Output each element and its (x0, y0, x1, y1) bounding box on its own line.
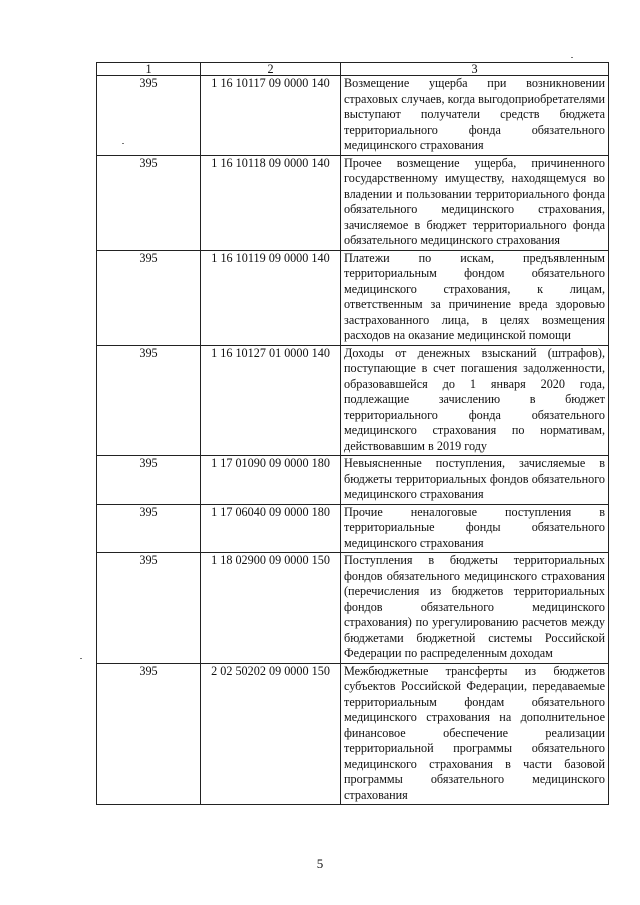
description-cell: Возмещение ущерба при возникновении страховых случаев, когда выгодоприобретателями выступают получатели средств бюджета территориального фонда обязательного медицинского страхования (341, 76, 609, 156)
budget-codes-table (96, 62, 609, 805)
budget-code-cell: 2 02 50202 09 0000 150 (201, 663, 341, 805)
table-row (97, 663, 609, 805)
description-cell: Прочее возмещение ущерба, причиненного государственному имуществу, находящемуся во владении и пользовании территориального фонда обязательного медицинского страхования, зачисляемое в бюджет территориального фонда обязательного медицинского страхования (341, 155, 609, 250)
admin-code-cell: 395 (97, 250, 201, 345)
table-row (97, 250, 609, 345)
page-number: 5 (316, 856, 324, 871)
description-cell: Платежи по искам, предъявленным территориальным фондом обязательного медицинского страхования, к лицам, ответственным за причинение вреда здоровью застрахованного лица, в целях возмещения расходов на оказание медицинской помощи (341, 250, 609, 345)
budget-code-cell: 1 16 10127 01 0000 140 (201, 345, 341, 456)
description-cell: Межбюджетные трансферты из бюджетов субъектов Российской Федерации, передаваемые территориальным фондам обязательного медицинского страхования на дополнительное финансовое обеспечение реализации территориальной программы обязательного медицинского страхования в части базовой программы обязательного медицинского страхования (341, 663, 609, 805)
scan-speck (571, 57, 573, 58)
table-row (97, 155, 609, 250)
admin-code-cell: 395 (97, 155, 201, 250)
admin-code-cell: 395 (97, 345, 201, 456)
budget-code-cell: 1 17 06040 09 0000 180 (201, 504, 341, 553)
budget-code-cell: 1 16 10118 09 0000 140 (201, 155, 341, 250)
admin-code-cell: 395 (97, 553, 201, 664)
admin-code-cell: 395 (97, 504, 201, 553)
table-row (97, 345, 609, 456)
budget-code-cell: 1 16 10119 09 0000 140 (201, 250, 341, 345)
budget-code-cell: 1 17 01090 09 0000 180 (201, 456, 341, 505)
scan-speck (80, 658, 82, 659)
budget-code-cell: 1 16 10117 09 0000 140 (201, 76, 341, 156)
table-row (97, 553, 609, 664)
table-header-row (97, 63, 609, 76)
header-col-1: 1 (97, 63, 201, 76)
table-row (97, 76, 609, 156)
table-row (97, 504, 609, 553)
admin-code-cell: 395 (97, 456, 201, 505)
admin-code-cell: 395 (97, 76, 201, 156)
admin-code-cell: 395 (97, 663, 201, 805)
scan-speck (122, 143, 124, 144)
description-cell: Невыясненные поступления, зачисляемые в бюджеты территориальных фондов обязательного медицинского страхования (341, 456, 609, 505)
description-cell: Доходы от денежных взысканий (штрафов), поступающие в счет погашения задолженности, образовавшейся до 1 января 2020 года, подлежащие зачислению в бюджет территориального фонда обязательного медицинского страхования по нормативам, действовавшим в 2019 году (341, 345, 609, 456)
description-cell: Поступления в бюджеты территориальных фондов обязательного медицинского страхования (перечисления из бюджетов территориальных фондов обязательного медицинского страхования) по урегулированию расчетов между бюджетами бюджетной системы Российской Федерации по распределенным доходам (341, 553, 609, 664)
budget-code-cell: 1 18 02900 09 0000 150 (201, 553, 341, 664)
table-row (97, 456, 609, 505)
header-col-3: 3 (341, 63, 609, 76)
description-cell: Прочие неналоговые поступления в территориальные фонды обязательного медицинского страхования (341, 504, 609, 553)
header-col-2: 2 (201, 63, 341, 76)
